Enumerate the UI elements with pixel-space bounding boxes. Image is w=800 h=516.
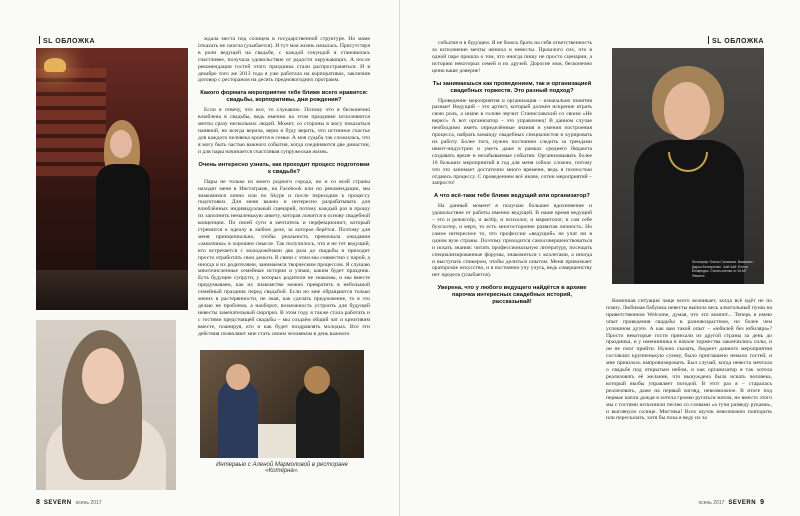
question-heading: Очень интересно узнать, как проходит процесс подготовки к свадьбе? (198, 161, 370, 175)
section-name: ОБЛОЖКА (724, 38, 764, 45)
question-heading: Какого формата мероприятие тебе ближе всего нравится: свадьбы, корпоративы, дни рождения? (200, 90, 368, 104)
paragraph: Если я отвечу, что все, то слукавлю. Потому что я бесконечно влюблена в свадьбы, ведь именно на этом празднике исполняются мечты сразу нескольких людей. Может, со стороны в могу показаться наивной, но всегда верила, верю и буду верить, что истинное счастье для каждого человека кроется в семье. А моя судьба так сложилась, что я могу быть частью важного события, когда соединяются две династии, и для пары начинается счастливая супружеская жизнь. (198, 107, 370, 155)
person-head (304, 366, 330, 394)
issue-label: осень 2017 (698, 499, 725, 506)
bar-table (36, 270, 188, 310)
section-code: SL (711, 38, 722, 45)
person-head (226, 364, 250, 390)
photo-portrait-black-dress (612, 48, 764, 284)
right-footer (698, 499, 764, 506)
person-body (296, 384, 340, 458)
magazine-logo: SEVERN (728, 499, 757, 506)
right-page (400, 0, 800, 516)
section-tag-right (705, 36, 764, 45)
paragraph: Комичная ситуация чаще всего возникает, когда всё идёт не по плану. Любимая бабушка невесты выпила весь алкогольный пунш на приветственном Welcome, думая, что это компот... Теперь я имею опыт проведения свадьбы в разновозрастном, но более чем успешном дуэте. А как вам такой опыт – «юбилей без юбиляра»? Просто некоторые гости приехали из другой страны за день до праздника, и у именинника в начале торжества закончились силы, и он не смог прийти. Нужно сказать, бюджет данного мероприятия составлял крупненькую сумму, было приглашено немало гостей, и мне пришлось импровизировать. Был случай, когда невеста мечтала о свадьбе под открытым небом, и как организатор я так хотела реализовать её желание, что вынуждена была искать человека, который якобы управляет погодой. В этот раз я – старалась реализовать, даже на первый взгляд, невозможное. В итоге под первые капли дождя я хотела громко ругаться матом, но вместо этого мы с гостями исполнили песню со словами «а тучи разведу руками», и выглянуло солнце. Мистика! Всех шуток невозможно повторить или пересказать, хотя бы пока я веду их за (606, 298, 772, 422)
article-column-right-1 (432, 40, 592, 480)
paragraph: Пары не только из моего родного города, но и со всей страны находят меня в Инстаграме, на Facebook или по рекомендации, мы знакомимся лично или по Skype и после переходим к процессу подготовки. Для меня важно и интересно разрабатывать для влюблённых индивидуальный сценарий, потому каждый раз в прошу их заполнить немаленькую анкету, которая ложится в основу свадебной концепции. По своей сути я мечтатель и перфекционист, который стремится к идеалу в любом деле, за которое берётся. Поэтому для меня принципиально, чтобы реальность превзошла ожидания «заказчика» в хорошем смысле. Так получилось, что я не тот ведущий, кто встречается с молодожёнами два раза до свадьбы и приходит просто отработать свои деньги. В связи с этим мы совместно с парой, а иногда и их родителями, занимаемся творческим процессом. Я слушаю многочисленные семейные истории и узнаю, каким будет праздник. Есть будущие супруги, у которых родители не знакомы, и мы вместе придумываем, как их знакомство можно превратить в небольшой семейный праздник перед свадьбой. Если но мне обращаются только жених в растерянности, не зная, как сделать предложение, то я это делаю не проблема, а наоборот, возможность устроить для будущей невесты замечательный сюрприз. В этом году я также стала работать и с гостями предстоящей свадьбы – мы создаём общий чат и креативим вместе, планируя, кто и как будет поздравлять молодых. Все эти действия позволяют мне стать своим человеком в день важного (198, 178, 370, 337)
interview-caption: Интервью с Аленой Мармоловой в ресторане «Котерна». (216, 462, 348, 474)
face (110, 130, 132, 158)
lamp (44, 58, 66, 72)
photo-woman-in-bar (36, 48, 188, 310)
section-name: ОБЛОЖКА (55, 38, 96, 45)
paragraph: ждала места под солнцем в государственной структуре. Но маме откazать не смогла (улыбается). И тут моя жизнь началась. Присутствуя в роли ведущей на свадьбе, с каждой секундой я становилась счастливее, получала удовольствие от радости окружающих. А после рекомендации гостей этого праздника стали распространяться. И в декабре того же 2013 года я уже работала на корпоративах, заключив договор с рестораном на десять предновогодних программ. (198, 36, 370, 84)
face (82, 348, 124, 404)
photo-interview-restaurant (200, 350, 364, 458)
question-heading: А что всё-таки тебе ближе ведущий или организатор? (434, 193, 590, 200)
face (664, 82, 710, 140)
paragraph: события и в будущем. Я не боюсь брать на себя ответственность за исполнение мечты жениха и невесты. Прошлого сих, что в одной паре пришла о том, что иногда пишу не просто сценарии, а историю некоторых семей и их друзей. Дорогие мои, бесконечно ценю ваше доверие! (432, 40, 592, 74)
paragraph: На данный момент я получаю большее вдохновение и удовольствие от работы именно ведущей. В наше время ведущий – это и режиссёр, и актёр, и психолог, и маркетолог, и сам себе бухгалтер, и мерч, то есть многосторонне развитая личность. Но самое интересное то, что профессии «ведущий» не учат ни в одном вузе страны. Поэтому приходится самосовершенствоваться и искать знания: читать профессиональную литературу, посещать специализированные форумы, знакомиться с коллегами, а иногда и выступать спикером, чтобы делиться опытом. Меня привлекает ораторское искусство, и я постоянно учу учусь, ведь совершенству нет предела (улыбается). (432, 203, 592, 279)
page-number: 9 (760, 499, 764, 506)
issue-label: осень 2017 (75, 499, 102, 506)
magazine-logo: SEVERN (43, 499, 72, 506)
section-bar (708, 36, 709, 44)
section-code: SL (43, 38, 53, 45)
person-body (218, 380, 258, 458)
page-number: 8 (36, 499, 40, 506)
photo-credits: Фотограф: Олеся Салахова. Визажист: Дарья Белоусенко. Чай-Чай: Елена Безвредко. Салон-ателье от Dr.MT Фешенс (692, 260, 754, 278)
left-footer (36, 499, 102, 506)
paragraph: Проведение мероприятия и организация – изначально понятия разные! Ведущий – это артист, который должен искренне играть свою роль, а иначе в голове звучит Станиславский со своим «Не верю!» А вот организатор – это управленец! В данном случае необходимо иметь определённые знания и умения построения процесса, набрать команду свадебных специалистов и курировать их работу. Более того, нужно постоянно следить за трендами ивент-индустрии и уметь даже в рамках среднего бюджета создавать яркие и незабываемые события. Организовывать более 10 больших мероприятий в год для меня сейчас сложно, потому что это занимает достаточно много времени, ведь я полностью отдаюсь процессу. С проведением всё иначе, сотни мероприятий – запросто! (432, 97, 592, 187)
article-column-right-2 (606, 298, 772, 486)
photo-portrait (36, 320, 176, 490)
section-tag-left (36, 36, 95, 45)
question-heading: Уверена, что у любого ведущего найдётся в архиве парочка интересных свадебных историй, рассказывай! (437, 285, 587, 306)
question-heading: Ты занимаешься как проведением, так и организацией свадебных торжеств. Это разный подход? (432, 80, 592, 94)
section-bar (39, 36, 40, 44)
